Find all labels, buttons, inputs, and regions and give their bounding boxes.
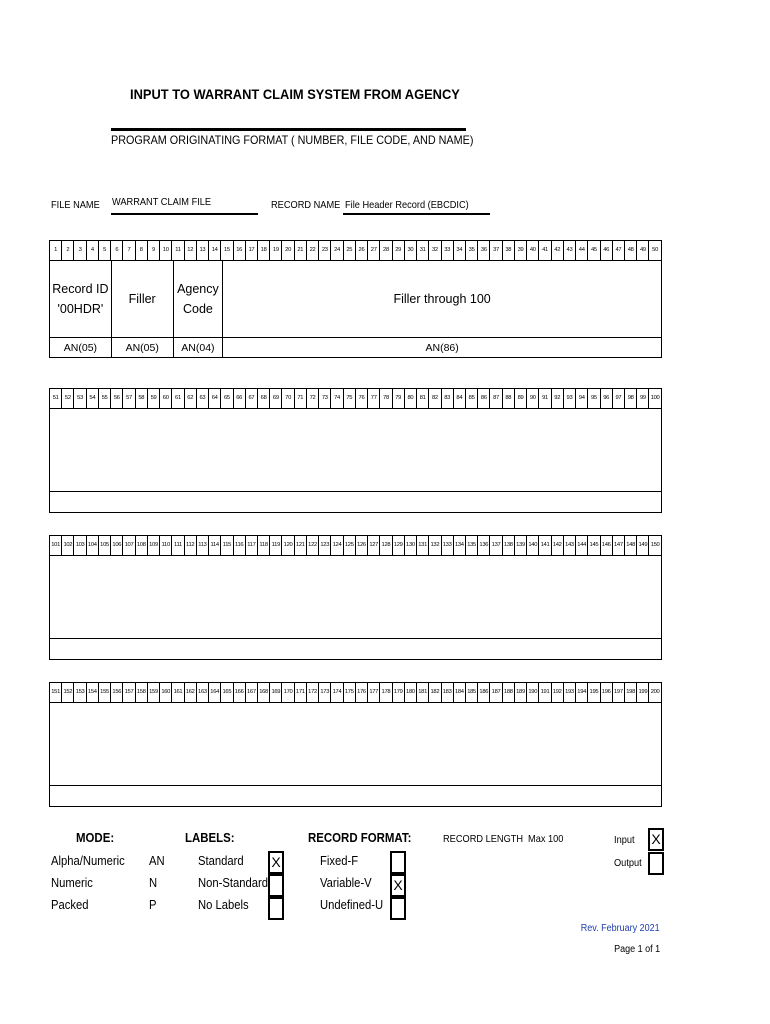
position-number: 104 xyxy=(86,536,98,555)
position-number: 178 xyxy=(379,683,391,702)
empty-field-area xyxy=(50,409,661,492)
position-number: 66 xyxy=(233,389,245,408)
empty-type-area xyxy=(50,786,661,806)
position-number: 111 xyxy=(171,536,183,555)
position-number: 162 xyxy=(184,683,196,702)
position-number: 22 xyxy=(306,241,318,260)
position-number: 58 xyxy=(135,389,147,408)
position-number: 85 xyxy=(465,389,477,408)
position-number: 1 xyxy=(54,247,58,253)
position-number: 139 xyxy=(514,536,526,555)
empty-field-area xyxy=(50,556,661,639)
position-number: 182 xyxy=(428,683,440,702)
position-number: 29 xyxy=(392,241,404,260)
position-number: 27 xyxy=(367,241,379,260)
position-number: 129 xyxy=(392,536,404,555)
field-filler-2-name: Filler through 100 xyxy=(393,292,491,306)
position-number: 171 xyxy=(294,683,306,702)
position-number: 188 xyxy=(502,683,514,702)
position-number: 108 xyxy=(135,536,147,555)
position-number: 187 xyxy=(489,683,501,702)
record-layout-row-3 xyxy=(49,535,662,660)
position-number: 25 xyxy=(343,241,355,260)
position-number: 79 xyxy=(392,389,404,408)
position-number-row xyxy=(50,683,661,703)
position-number: 81 xyxy=(416,389,428,408)
position-number: 19 xyxy=(269,241,281,260)
position-number: 127 xyxy=(367,536,379,555)
position-number: 61 xyxy=(171,389,183,408)
position-number: 172 xyxy=(306,683,318,702)
position-number-row xyxy=(50,241,661,261)
position-number: 87 xyxy=(489,389,501,408)
mode-numeric-code: N xyxy=(149,876,158,890)
position-number: 16 xyxy=(233,241,245,260)
position-number: 6 xyxy=(110,241,122,260)
position-number: 115 xyxy=(220,536,232,555)
position-number: 98 xyxy=(624,389,636,408)
file-name-underline xyxy=(111,213,258,215)
position-number: 181 xyxy=(416,683,428,702)
position-number: 150 xyxy=(648,536,660,555)
position-number: 8 xyxy=(135,241,147,260)
position-number: 157 xyxy=(122,683,134,702)
empty-field-area xyxy=(50,703,661,786)
position-number: 97 xyxy=(612,389,624,408)
position-number: 167 xyxy=(245,683,257,702)
position-number: 100 xyxy=(648,389,660,408)
record-layout-row-1 xyxy=(49,240,662,358)
position-number: 147 xyxy=(612,536,624,555)
format-fixed-checkbox[interactable] xyxy=(390,851,406,874)
position-number: 34 xyxy=(453,241,465,260)
position-number: 95 xyxy=(587,389,599,408)
position-number: 44 xyxy=(575,241,587,260)
position-number: 185 xyxy=(465,683,477,702)
position-number: 77 xyxy=(367,389,379,408)
position-number: 50 xyxy=(648,241,660,260)
position-number: 18 xyxy=(257,241,269,260)
position-number: 117 xyxy=(245,536,257,555)
mode-packed-label: Packed xyxy=(51,898,89,912)
field-name-row xyxy=(50,261,661,338)
labels-standard-label: Standard xyxy=(198,854,244,868)
mode-alphanumeric-code: AN xyxy=(149,854,165,868)
position-number: 71 xyxy=(294,389,306,408)
position-number: 62 xyxy=(184,389,196,408)
record-format-heading: RECORD FORMAT: xyxy=(308,830,412,845)
position-number: 14 xyxy=(208,241,220,260)
field-record-id-name: Record ID xyxy=(52,282,109,296)
position-number: 49 xyxy=(636,241,648,260)
position-number: 93 xyxy=(563,389,575,408)
labels-nolabels-label: No Labels xyxy=(198,898,249,912)
position-number: 48 xyxy=(624,241,636,260)
position-number: 194 xyxy=(575,683,587,702)
position-number: 82 xyxy=(428,389,440,408)
position-number: 170 xyxy=(281,683,293,702)
position-number: 43 xyxy=(563,241,575,260)
position-number: 196 xyxy=(600,683,612,702)
position-number: 88 xyxy=(502,389,514,408)
position-number: 103 xyxy=(73,536,85,555)
position-number: 131 xyxy=(416,536,428,555)
position-number: 184 xyxy=(453,683,465,702)
position-number: 135 xyxy=(465,536,477,555)
position-number: 37 xyxy=(489,241,501,260)
field-agency-code-name-1: Agency xyxy=(177,282,219,296)
position-number: 174 xyxy=(330,683,342,702)
record-layout-row-2 xyxy=(49,388,662,513)
field-filler-1-type: AN(05) xyxy=(111,338,173,357)
position-number: 161 xyxy=(171,683,183,702)
position-number: 112 xyxy=(184,536,196,555)
field-record-id-type: AN(05) xyxy=(63,341,98,354)
position-number: 11 xyxy=(171,241,183,260)
field-filler-1 xyxy=(111,261,173,337)
mode-numeric-label: Numeric xyxy=(51,876,93,890)
position-number: 60 xyxy=(159,389,171,408)
position-number: 10 xyxy=(159,241,171,260)
position-number-row xyxy=(50,536,661,556)
position-number: 84 xyxy=(453,389,465,408)
position-number: 124 xyxy=(330,536,342,555)
position-number: 154 xyxy=(86,683,98,702)
position-number: 198 xyxy=(624,683,636,702)
position-number: 163 xyxy=(196,683,208,702)
position-number: 64 xyxy=(208,389,220,408)
position-number: 51 xyxy=(52,395,59,401)
position-number: 38 xyxy=(502,241,514,260)
position-number: 4 xyxy=(86,241,98,260)
position-number: 137 xyxy=(489,536,501,555)
position-number: 99 xyxy=(636,389,648,408)
position-number: 7 xyxy=(122,241,134,260)
position-number: 148 xyxy=(624,536,636,555)
position-number: 153 xyxy=(73,683,85,702)
field-type-row xyxy=(50,338,661,357)
position-number: 179 xyxy=(392,683,404,702)
position-number: 189 xyxy=(514,683,526,702)
revision-date: Rev. February 2021 xyxy=(581,923,660,934)
position-number: 175 xyxy=(343,683,355,702)
format-variable-checkbox[interactable]: X xyxy=(390,874,406,897)
empty-type-area xyxy=(50,639,661,659)
position-number: 54 xyxy=(86,389,98,408)
position-number: 128 xyxy=(379,536,391,555)
position-number: 121 xyxy=(294,536,306,555)
position-number: 144 xyxy=(575,536,587,555)
field-record-id xyxy=(50,261,111,337)
output-checkbox[interactable] xyxy=(648,852,664,875)
position-number: 133 xyxy=(441,536,453,555)
position-number: 113 xyxy=(196,536,208,555)
position-number: 86 xyxy=(477,389,489,408)
position-number: 169 xyxy=(269,683,281,702)
position-number: 2 xyxy=(61,241,73,260)
position-number: 120 xyxy=(281,536,293,555)
record-name-label: RECORD NAME xyxy=(271,199,341,211)
position-number: 13 xyxy=(196,241,208,260)
position-number: 119 xyxy=(269,536,281,555)
position-number: 90 xyxy=(526,389,538,408)
position-number: 94 xyxy=(575,389,587,408)
position-number: 180 xyxy=(404,683,416,702)
position-number: 89 xyxy=(514,389,526,408)
position-number: 26 xyxy=(355,241,367,260)
position-number: 91 xyxy=(538,389,550,408)
position-number: 20 xyxy=(281,241,293,260)
position-number: 183 xyxy=(441,683,453,702)
position-number: 47 xyxy=(612,241,624,260)
field-filler-1-name: Filler xyxy=(128,292,156,306)
record-layout-row-4 xyxy=(49,682,662,807)
position-number: 39 xyxy=(514,241,526,260)
position-number: 191 xyxy=(538,683,550,702)
position-number: 72 xyxy=(306,389,318,408)
position-number: 21 xyxy=(294,241,306,260)
mode-heading: MODE: xyxy=(76,830,115,845)
output-label: Output xyxy=(614,857,642,869)
position-number: 125 xyxy=(343,536,355,555)
position-number: 192 xyxy=(551,683,563,702)
position-number: 69 xyxy=(269,389,281,408)
position-number: 116 xyxy=(233,536,245,555)
format-undefined-label: Undefined-U xyxy=(320,898,384,912)
position-number: 96 xyxy=(600,389,612,408)
position-number: 165 xyxy=(220,683,232,702)
position-number: 143 xyxy=(563,536,575,555)
position-number: 197 xyxy=(612,683,624,702)
position-number: 109 xyxy=(147,536,159,555)
position-number: 78 xyxy=(379,389,391,408)
position-number: 68 xyxy=(257,389,269,408)
position-number: 106 xyxy=(110,536,122,555)
input-label: Input xyxy=(614,834,635,846)
file-name-value: WARRANT CLAIM FILE xyxy=(112,196,212,208)
position-number: 23 xyxy=(318,241,330,260)
field-agency-code xyxy=(173,261,223,337)
position-number: 152 xyxy=(61,683,73,702)
position-number: 186 xyxy=(477,683,489,702)
position-number: 126 xyxy=(355,536,367,555)
position-number: 110 xyxy=(159,536,171,555)
position-number: 164 xyxy=(208,683,220,702)
position-number: 200 xyxy=(648,683,660,702)
position-number: 149 xyxy=(636,536,648,555)
field-agency-code-type: AN(04) xyxy=(173,338,223,357)
position-number: 168 xyxy=(257,683,269,702)
labels-nonstandard-label: Non-Standard xyxy=(198,876,269,890)
mode-packed-code: P xyxy=(149,898,157,912)
position-number: 199 xyxy=(636,683,648,702)
position-number: 42 xyxy=(551,241,563,260)
position-number: 123 xyxy=(318,536,330,555)
position-number: 160 xyxy=(159,683,171,702)
position-number: 3 xyxy=(73,241,85,260)
position-number: 141 xyxy=(538,536,550,555)
labels-standard-checkbox[interactable]: X xyxy=(268,851,284,874)
position-number: 73 xyxy=(318,389,330,408)
position-number: 76 xyxy=(355,389,367,408)
position-number: 80 xyxy=(404,389,416,408)
position-number: 190 xyxy=(526,683,538,702)
labels-nolabels-checkbox[interactable] xyxy=(268,897,284,920)
position-number: 32 xyxy=(428,241,440,260)
field-filler-2 xyxy=(222,261,661,337)
position-number: 136 xyxy=(477,536,489,555)
position-number: 46 xyxy=(600,241,612,260)
position-number: 36 xyxy=(477,241,489,260)
position-number: 12 xyxy=(184,241,196,260)
position-number: 5 xyxy=(98,241,110,260)
position-number: 146 xyxy=(600,536,612,555)
position-number: 114 xyxy=(208,536,220,555)
format-undefined-checkbox[interactable] xyxy=(390,897,406,920)
position-number: 67 xyxy=(245,389,257,408)
position-number: 28 xyxy=(379,241,391,260)
format-fixed-label: Fixed-F xyxy=(320,854,359,868)
position-number: 130 xyxy=(404,536,416,555)
labels-heading: LABELS: xyxy=(185,830,235,845)
position-number: 176 xyxy=(355,683,367,702)
field-filler-2-type: AN(86) xyxy=(222,338,661,357)
field-record-id-value: '00HDR' xyxy=(57,302,104,316)
position-number: 193 xyxy=(563,683,575,702)
position-number: 52 xyxy=(61,389,73,408)
position-number: 118 xyxy=(257,536,269,555)
position-number: 74 xyxy=(330,389,342,408)
position-number: 177 xyxy=(367,683,379,702)
position-number: 31 xyxy=(416,241,428,260)
position-number: 145 xyxy=(587,536,599,555)
form-subtitle: PROGRAM ORIGINATING FORMAT ( NUMBER, FILE CODE, AND NAME) xyxy=(111,133,474,147)
mode-alphanumeric-label: Alpha/Numeric xyxy=(51,854,125,868)
position-number: 142 xyxy=(551,536,563,555)
position-number: 55 xyxy=(98,389,110,408)
field-agency-code-name-2: Code xyxy=(182,302,213,316)
position-number: 56 xyxy=(110,389,122,408)
position-number: 166 xyxy=(233,683,245,702)
form-title: INPUT TO WARRANT CLAIM SYSTEM FROM AGENCY xyxy=(130,86,460,102)
record-name-underline xyxy=(343,213,490,215)
position-number: 158 xyxy=(135,683,147,702)
labels-nonstandard-checkbox[interactable] xyxy=(268,874,284,897)
page-number: Page 1 of 1 xyxy=(613,944,660,955)
position-number: 155 xyxy=(98,683,110,702)
position-number: 138 xyxy=(502,536,514,555)
position-number: 105 xyxy=(98,536,110,555)
title-underline xyxy=(111,128,466,131)
input-checkbox[interactable]: X xyxy=(648,828,664,851)
position-number-row xyxy=(50,389,661,409)
position-number: 122 xyxy=(306,536,318,555)
position-number: 9 xyxy=(147,241,159,260)
position-number: 159 xyxy=(147,683,159,702)
format-variable-label: Variable-V xyxy=(320,876,372,890)
position-number: 57 xyxy=(122,389,134,408)
file-name-label: FILE NAME xyxy=(51,199,100,211)
record-length-value: Max 100 xyxy=(528,833,564,845)
position-number: 140 xyxy=(526,536,538,555)
position-number: 83 xyxy=(441,389,453,408)
position-number: 63 xyxy=(196,389,208,408)
position-number: 30 xyxy=(404,241,416,260)
position-number: 33 xyxy=(441,241,453,260)
position-number: 40 xyxy=(526,241,538,260)
position-number: 59 xyxy=(147,389,159,408)
position-number: 15 xyxy=(220,241,232,260)
record-name-value: File Header Record (EBCDIC) xyxy=(345,199,469,211)
position-number: 107 xyxy=(122,536,134,555)
empty-type-area xyxy=(50,492,661,512)
position-number: 65 xyxy=(220,389,232,408)
position-number: 102 xyxy=(61,536,73,555)
position-number: 173 xyxy=(318,683,330,702)
position-number: 24 xyxy=(330,241,342,260)
position-number: 156 xyxy=(110,683,122,702)
position-number: 70 xyxy=(281,389,293,408)
position-number: 92 xyxy=(551,389,563,408)
position-number: 132 xyxy=(428,536,440,555)
position-number: 151 xyxy=(51,689,60,695)
position-number: 134 xyxy=(453,536,465,555)
position-number: 41 xyxy=(538,241,550,260)
position-number: 75 xyxy=(343,389,355,408)
position-number: 45 xyxy=(587,241,599,260)
position-number: 35 xyxy=(465,241,477,260)
record-length-label: RECORD LENGTH xyxy=(443,833,524,845)
position-number: 17 xyxy=(245,241,257,260)
position-number: 195 xyxy=(587,683,599,702)
position-number: 101 xyxy=(51,542,60,548)
position-number: 53 xyxy=(73,389,85,408)
